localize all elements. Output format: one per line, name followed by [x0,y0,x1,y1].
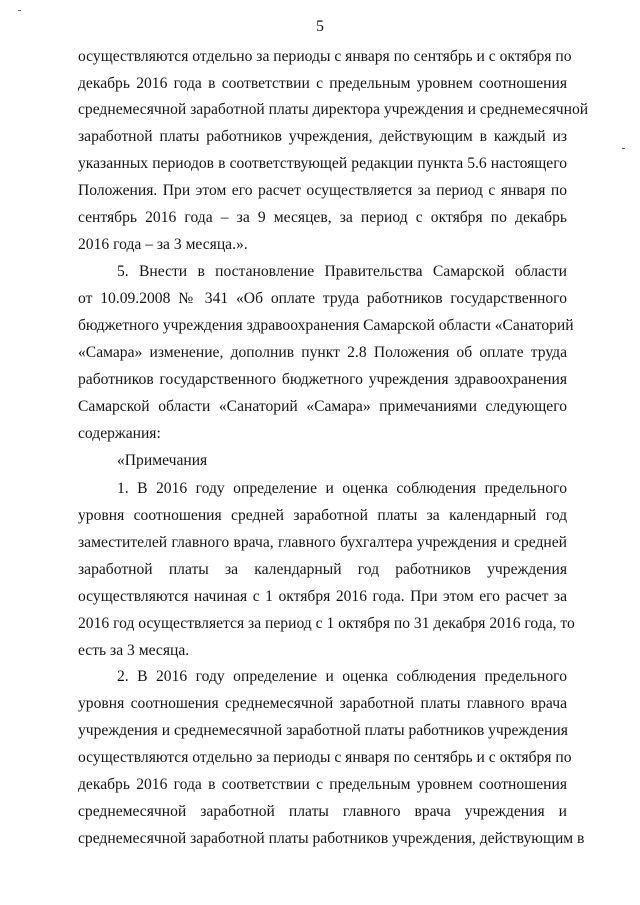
note-1-first-line: 1. В 2016 году определение и оценка соблюдения предельного [117,480,567,497]
text-line: среднемесячной заработной платы директора учреждения и среднемесячной [78,101,589,118]
text-line: есть за 3 месяца. [78,642,190,659]
text-line: декабрь 2016 года в соответствии с предельным уровнем соотношения [78,75,567,92]
text-line: Положения. При этом его расчет осуществляется за период с января по [78,182,567,199]
text-line: уровня соотношения среднемесячной заработной платы главного врача [78,695,567,712]
page-number: 5 [316,18,324,35]
text-line: заместителей главного врача, главного бухгалтера учреждения и средней [78,534,567,551]
text-line: указанных периодов в соответствующей редакции пункта 5.6 настоящего [78,155,567,172]
scan-speck [622,148,625,149]
text-line: Самарской области «Санаторий «Самара» примечаниями следующего [78,398,567,415]
text-line: осуществляются начиная с 1 октября 2016 года. При этом его расчет за [78,588,567,605]
text-line: среднемесячной заработной платы работников учреждения, действующим в [78,830,585,847]
scan-speck [18,10,21,11]
text-line: работников государственного бюджетного учреждения здравоохранения [78,371,567,388]
text-line: заработной платы за календарный год работников учреждения [78,561,567,578]
text-line: от 10.09.2008 № 341 «Об оплате труда работников государственного [78,290,567,307]
text-line: осуществляются отдельно за периоды с января по сентябрь и с октября по [78,749,572,766]
text-line: 2016 год осуществляется за период с 1 октября по 31 декабря 2016 года, то [78,615,575,632]
text-line: 2016 года – за 3 месяца.». [78,236,248,253]
text-line: заработной платы работников учреждения, действующим в каждый из [78,128,567,145]
text-line: среднемесячной заработной платы главного врача учреждения и [78,803,567,820]
text-line: осуществляются отдельно за периоды с января по сентябрь и с октября по [78,48,572,65]
text-line: учреждения и среднемесячной заработной платы работников учреждения [78,722,568,739]
text-line: «Самара» изменение, дополнив пункт 2.8 Положения об оплате труда [78,344,567,361]
text-line: декабрь 2016 года в соответствии с предельным уровнем соотношения [78,776,567,793]
text-line: содержания: [78,425,161,442]
text-line: сентябрь 2016 года – за 9 месяцев, за период с октября по декабрь [78,209,567,226]
note-2-first-line: 2. В 2016 году определение и оценка соблюдения предельного [117,668,567,685]
text-line: бюджетного учреждения здравоохранения Самарской области «Санаторий [78,317,574,334]
paragraph-5-first-line: 5. Внести в постановление Правительства Самарской области [117,263,567,280]
notes-heading: «Примечания [117,452,208,469]
text-line: уровня соотношения средней заработной платы за календарный год [78,507,567,524]
